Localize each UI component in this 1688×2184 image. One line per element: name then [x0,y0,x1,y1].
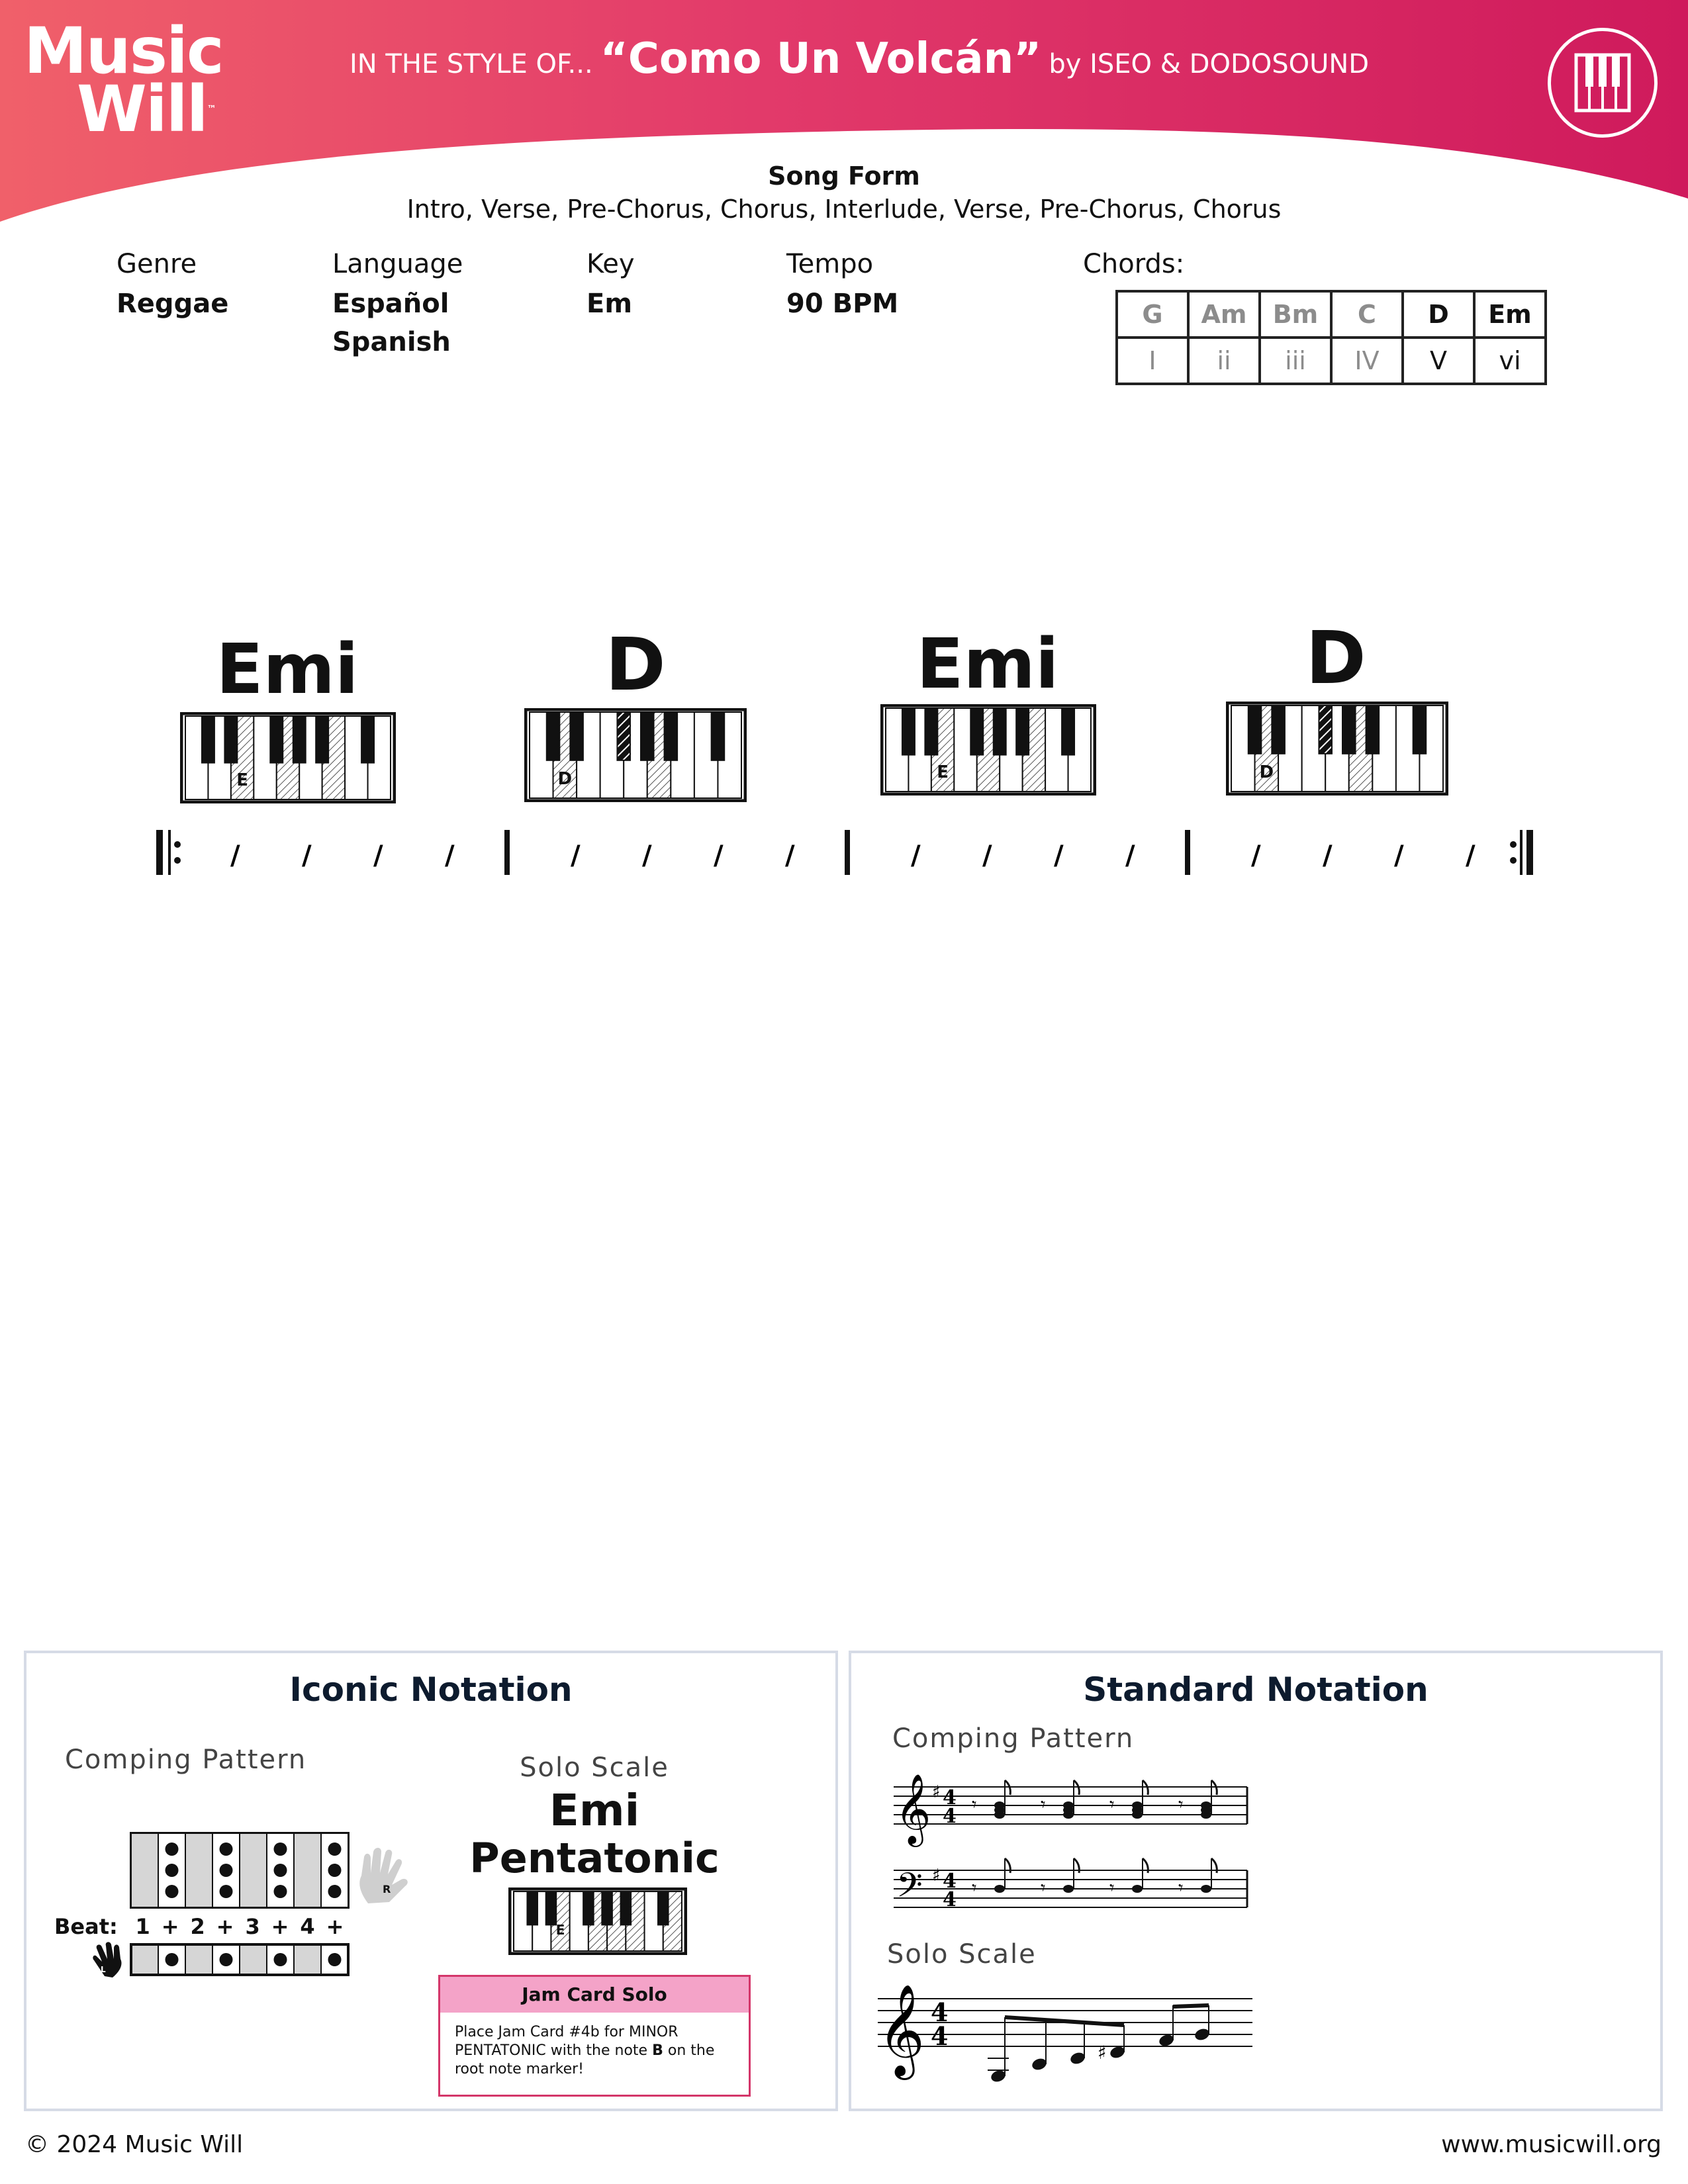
beat-count: + [216,1914,234,1939]
chord-keyboard-1 [180,712,396,806]
website-link[interactable]: www.musicwill.org [1441,2131,1662,2158]
chord-name-3: Emi [916,623,1059,704]
eighth-rest-icon: 𝄾 [1178,1794,1184,1815]
black-key [546,1891,557,1925]
chord-hit-dot [274,1864,287,1877]
black-key [621,1891,632,1925]
beat-count: 2 [190,1914,205,1939]
chord-cell-am: Am [1188,291,1260,338]
right-hand-icon [355,1846,412,1906]
artist-line: by ISEO & DODOSOUND [1049,49,1370,79]
chord-hit-dot [165,1885,179,1898]
music-will-logo[interactable] [24,14,223,146]
bass-cell [294,1944,321,1975]
beat-slash: / [1466,841,1476,871]
solo-scale-keyboard [508,1888,687,1958]
key-signature-sharp: ♯ [932,1866,941,1886]
comping-grand-staff [887,1774,1258,1922]
chord-cell-bm: Bm [1260,291,1331,338]
chords-label: Chords: [1083,249,1185,279]
logo-line-1: Music [24,14,223,88]
root-note-label: E [236,770,248,790]
black-key [583,1891,594,1925]
language-label: Language [332,249,463,279]
beat-slash: / [230,841,240,871]
eighth-rest-icon: 𝄾 [1178,1877,1184,1899]
chord-cell-c: C [1331,291,1403,338]
black-key [1016,708,1029,755]
eighth-rest-icon: 𝄾 [1109,1794,1115,1815]
barline [1185,830,1190,875]
iconic-solo-label: Solo Scale [520,1752,669,1783]
black-key [1319,705,1332,754]
eighth-rest-icon: 𝄾 [1109,1877,1115,1899]
note-head [1063,1885,1074,1893]
black-key [602,1891,612,1925]
beat-counts [130,1914,350,1939]
song-form-text: Intro, Verse, Pre-Chorus, Chorus, Interlude, Verse, Pre-Chorus, Chorus [406,195,1282,224]
beat-slash: / [785,841,795,871]
time-signature [931,1997,948,2051]
beat-slash: / [911,841,921,871]
comping-chord-grid [130,1832,350,1911]
black-key [925,708,937,755]
beat-slash: / [982,841,992,871]
black-key [1272,705,1285,754]
beat-slash: / [1394,841,1404,871]
header-banner [0,0,1688,225]
jam-text-b: on the root note marker! [455,2042,715,2077]
numeral-cell-iii: iii [1260,338,1331,384]
key-label: Key [586,249,635,279]
beat-count: 1 [135,1914,150,1939]
chord-name-row [1117,291,1546,338]
black-key [293,716,306,763]
black-key [527,1891,538,1925]
title-prefix: IN THE STYLE OF... [350,49,593,79]
black-key [224,716,237,763]
genre-value: Reggae [117,289,229,319]
numeral-cell-vi: vi [1474,338,1546,384]
beat-slashes [230,841,1476,871]
chord-numeral-row [1117,338,1546,384]
treble-clef-icon: 𝄞 [878,1984,925,2076]
note-head [994,1801,1005,1809]
iconic-notation-title: Iconic Notation [289,1670,573,1709]
root-note-label: D [557,769,573,789]
key-value: Em [586,289,633,319]
black-key [970,708,983,755]
black-key [1248,705,1262,754]
black-key [1366,705,1380,754]
jam-card-solo-box [438,1975,751,2097]
bass-cell [131,1944,158,1975]
copyright-text: © 2024 Music Will [25,2131,244,2158]
chord-hit-dot [274,1885,287,1898]
beat-label: Beat: [54,1914,118,1939]
beat-slash: / [302,841,312,871]
note-head [1132,1801,1143,1809]
note-head [994,1885,1005,1893]
beat-slash: / [1323,841,1333,871]
svg-text:4: 4 [931,1997,949,2027]
song-title: “Como Un Volcán” [600,34,1042,83]
chord-name-1: Emi [216,629,359,709]
note-head [1132,1885,1143,1893]
chord-hit-dot [220,1885,233,1898]
beat-count: 3 [245,1914,260,1939]
black-key [316,716,328,763]
beat-slash: / [445,841,455,871]
chord-table [1115,290,1547,385]
svg-text:4: 4 [943,1786,957,1809]
chord-hit-dot [328,1885,342,1898]
time-signature [943,1786,957,1911]
tempo-value: 90 BPM [786,289,899,319]
song-form-title: Song Form [768,161,920,191]
note-head [1063,1801,1074,1809]
chord-keyboard-4 [1226,702,1448,798]
solo-scale-name-2: Pentatonic [469,1834,720,1882]
bass-cell [240,1944,267,1975]
beat-slash: / [1125,841,1135,871]
key-signature-sharp: ♯ [932,1782,941,1802]
chord-name-4: D [1305,615,1366,700]
chord-hit-dot [328,1864,342,1877]
solo-scale-staff [871,1979,1255,2098]
rhythm-slash-staff [151,827,1541,880]
svg-text:4: 4 [943,1805,957,1828]
chord-name-2: D [605,622,666,707]
beat-slash: / [373,841,383,871]
standard-comping-label: Comping Pattern [892,1723,1135,1754]
barline [504,830,510,875]
chord-cell-d: D [1403,291,1474,338]
black-key [1342,705,1356,754]
black-key [361,716,374,763]
standard-solo-label: Solo Scale [887,1939,1037,1970]
jam-card-title: Jam Card Solo [440,1977,749,2013]
comping-cell [240,1833,267,1907]
logo-line-2: Will [77,72,207,146]
genre-label: Genre [117,249,197,279]
repeat-end-sign [1510,830,1533,875]
jam-card-text [440,2013,749,2089]
treble-clef-icon: 𝄞 [895,1774,931,1844]
black-key [658,1891,669,1925]
black-key [1062,708,1074,755]
beat-slash: / [571,841,581,871]
black-key [1413,705,1427,754]
standard-notation-title: Standard Notation [1083,1670,1429,1709]
sharp-icon: ♯ [1098,2042,1107,2064]
bass-cell [185,1944,212,1975]
black-key [902,708,915,755]
root-note-label: D [1259,762,1274,782]
comping-cell [185,1833,212,1907]
chord-keyboard-2 [524,708,747,805]
chord-hit-dot [165,1864,179,1877]
numeral-cell-ii: ii [1188,338,1260,384]
black-key [617,712,630,760]
language-value-1: Español [332,289,449,319]
numeral-cell-v: V [1403,338,1474,384]
bass-hit-dot [328,1953,342,1966]
jam-text-a: Place Jam Card #4b for MINOR PENTATONIC with the note [455,2024,679,2059]
beat-count: + [161,1914,179,1939]
black-key [665,712,678,760]
barline [845,830,850,875]
eighth-rest-icon: 𝄾 [1041,1794,1046,1815]
jam-note: B [652,2042,663,2059]
bass-hit-dot [220,1953,233,1966]
beat-slash: / [1251,841,1261,871]
black-key [641,712,654,760]
chord-hit-dot [220,1864,233,1877]
chord-hit-dot [165,1843,179,1856]
left-hand-icon [91,1942,126,1979]
svg-text:4: 4 [931,2021,949,2051]
solo-scale-name-1: Emi [549,1785,640,1836]
eighth-rest-icon: 𝄾 [1041,1877,1046,1899]
language-value-2: Spanish [332,327,451,357]
black-key [270,716,283,763]
chord-hit-dot [220,1843,233,1856]
hand-left-label: L [101,1965,106,1974]
bass-clef-icon: 𝄢 [896,1865,923,1913]
black-key [570,712,583,760]
numeral-cell-i: I [1117,338,1188,384]
beat-slash: / [1054,841,1064,871]
bass-hit-dot [274,1953,287,1966]
beat-count: + [326,1914,344,1939]
chord-cell-em: Em [1474,291,1546,338]
chord-cell-g: G [1117,291,1188,338]
svg-text:4: 4 [943,1888,957,1911]
chord-hit-dot [274,1843,287,1856]
beat-slash: / [642,841,652,871]
black-key [712,712,725,760]
black-key [202,716,214,763]
piano-keys-icon [1548,28,1658,138]
bass-hit-dot [165,1953,179,1966]
hand-right-label: R [383,1883,391,1895]
tempo-label: Tempo [786,249,874,279]
root-note-label: E [555,1922,565,1938]
numeral-cell-iv: IV [1331,338,1403,384]
beat-count: 4 [300,1914,315,1939]
chord-keyboard-3 [880,704,1096,798]
chord-hit-dot [328,1843,342,1856]
black-key [994,708,1006,755]
root-note-label: E [937,762,949,782]
comping-cell [131,1833,158,1907]
beat-count: + [271,1914,289,1939]
note-head [1201,1801,1211,1809]
iconic-comping-label: Comping Pattern [65,1745,307,1775]
eighth-rest-icon: 𝄾 [972,1794,977,1815]
repeat-start-sign [156,830,181,875]
comping-cell [294,1833,321,1907]
beat-slash: / [714,841,724,871]
note-head [1201,1885,1211,1893]
black-key [547,712,560,760]
song-title-line [350,34,1369,83]
svg-text:4: 4 [943,1870,957,1893]
bass-rhythm-grid [130,1943,350,1978]
eighth-rest-icon: 𝄾 [972,1877,977,1899]
logo-trademark: ™ [207,104,215,114]
